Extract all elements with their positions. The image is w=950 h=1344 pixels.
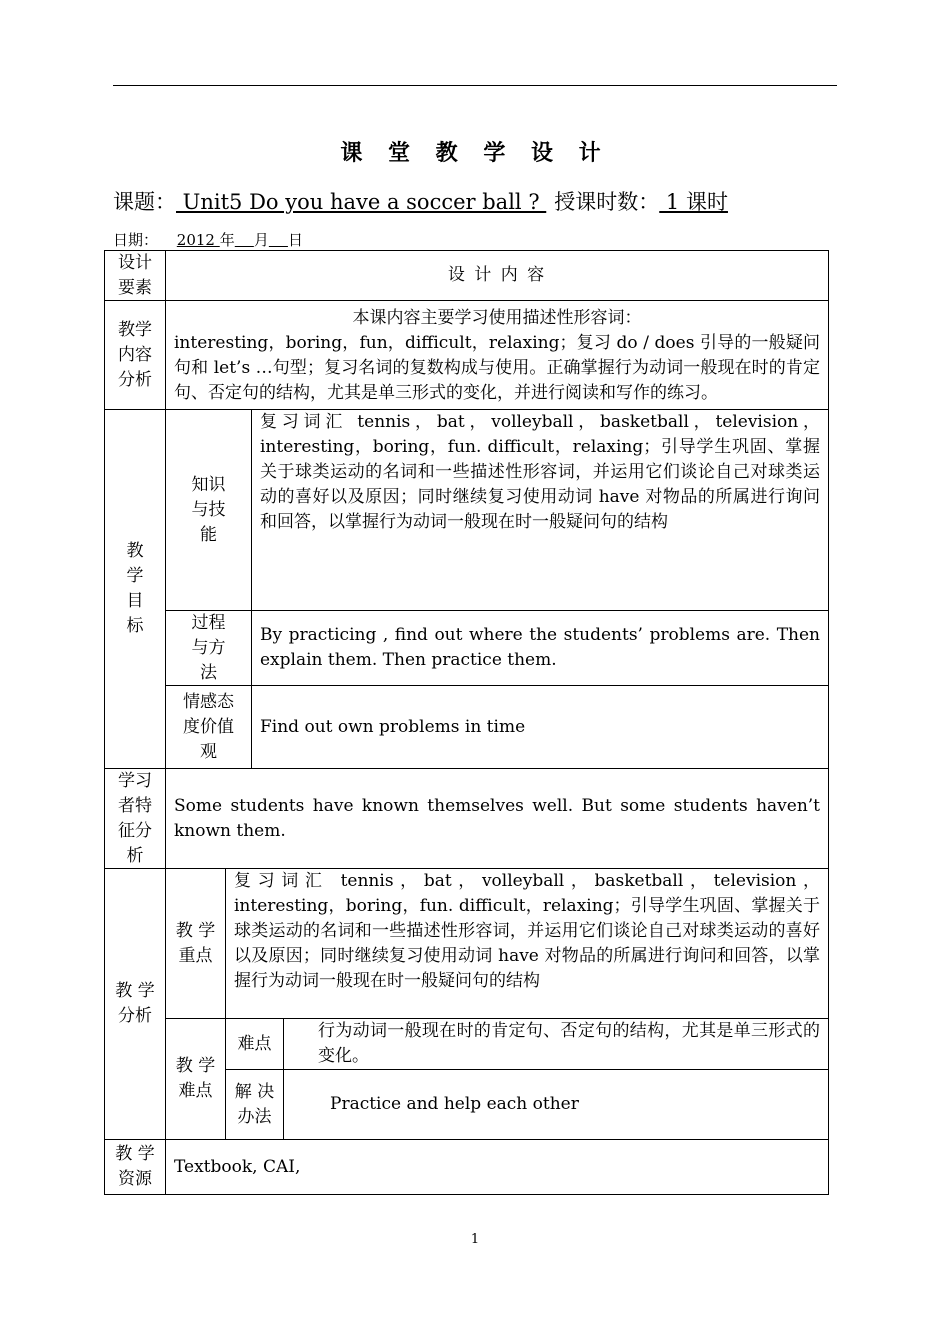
learner-text-cell <box>166 769 828 868</box>
hours-value: 1 课时 <box>659 190 728 214</box>
resources-label-cell <box>105 1140 165 1194</box>
table-border-bottom <box>104 1194 829 1195</box>
key-points-label-cell <box>166 869 225 1018</box>
solution-text: Practice and help each other <box>330 1094 579 1114</box>
topic-label: 课题： <box>113 190 176 214</box>
goals-label-cell <box>105 410 165 768</box>
emotion-label: 情感态度价值观 <box>183 691 234 762</box>
solution-label: 解 决办法 <box>234 1081 275 1127</box>
process-label: 过程与方法 <box>191 612 226 683</box>
header-content-cell <box>166 251 828 300</box>
process-label-cell <box>166 611 251 685</box>
emotion-label-cell <box>166 686 251 768</box>
header-label: 设计要素 <box>118 252 152 298</box>
knowledge-text: 复习词汇 tennis，bat，volleyball，basketball，television，interesting，boring，fun. difficult，relaxing；引导学生巩固、掌握关于球类运动的名词和一些描述性形容词，并运用它们谈论自己对球类运动的喜好以及原因；同时继续复习使用动词 have 对物品的所属进行询问和回答，以掌握行为动词一般现在时一般疑问句的结构 <box>260 412 820 532</box>
difficulty-text-cell <box>284 1019 828 1069</box>
date-month-blank <box>235 231 254 249</box>
difficulty-sub-label: 难点 <box>237 1033 272 1054</box>
content-analysis-intro: 本课内容主要学习使用描述性形容词： <box>352 308 642 328</box>
row-divider <box>104 300 829 301</box>
difficulty-label: 教 学难点 <box>175 1056 216 1101</box>
hours-label: 授课时数： <box>554 190 660 214</box>
table-border-right <box>828 250 829 1194</box>
header-content: 设 计 内 容 <box>447 265 547 285</box>
solution-text-cell <box>284 1070 828 1139</box>
content-analysis-cell <box>166 306 828 406</box>
date-month-unit: 月 <box>253 231 269 249</box>
page-number: 1 <box>470 1232 480 1247</box>
analysis-label-cell <box>105 869 165 1139</box>
process-text-cell <box>252 611 828 685</box>
date-day-unit: 日 <box>287 231 303 249</box>
page-title: 课 堂 教 学 设 计 <box>340 140 610 166</box>
learner-label-cell <box>105 769 165 868</box>
date-line <box>113 229 303 250</box>
key-points-text: 复习词汇 tennis，bat，volleyball，basketball，television，interesting，boring，fun. difficult，relaxing；引导学生巩固、掌握关于球类运动的名词和一些描述性形容词，并运用它们谈论自己对球类运动的喜好以及原因；同时继续复习使用动词 have 对物品的所属进行询问和回答，以掌握行为动词一般现在时一般疑问句的结构 <box>234 871 820 991</box>
knowledge-text-cell <box>252 410 828 610</box>
date-year-unit: 年 <box>219 231 235 249</box>
content-analysis-label-cell <box>105 301 165 409</box>
date-day-blank <box>269 231 288 249</box>
content-analysis-text: interesting，boring，fun，difficult，relaxing；复习 do / does 引导的一般疑问句和 let’s …句型；复习名词的复数构成与使用。正确掌握行为动词一般现在时的肯定句、否定句的结构，尤其是单三形式的变化，并进行阅读和写作的练习。 <box>174 333 820 403</box>
resources-text: Textbook, CAI, <box>174 1156 301 1177</box>
goals-label: 教学目标 <box>126 541 144 636</box>
learner-label: 学习者特征分析 <box>118 770 152 866</box>
date-year: 2012 <box>176 231 220 249</box>
key-points-label: 教 学重点 <box>175 920 216 966</box>
difficulty-text: 行为动词一般现在时的肯定句、否定句的结构，尤其是单三形式的变化。 <box>318 1021 820 1066</box>
header-label-cell <box>105 251 165 300</box>
emotion-text: Find out own problems in time <box>260 716 526 737</box>
knowledge-label-cell <box>166 410 251 610</box>
knowledge-label: 知识与技能 <box>191 474 226 545</box>
key-points-text-cell <box>226 869 828 1018</box>
emotion-text-cell <box>252 686 828 768</box>
process-text: By practicing , find out where the students’ problems are. Then explain them. Then practice them. <box>260 625 820 670</box>
date-label: 日期： <box>113 231 159 249</box>
content-analysis-label: 教学内容分析 <box>118 319 152 390</box>
top-rule <box>113 85 837 86</box>
topic-line <box>113 186 728 216</box>
difficulty-label-cell <box>166 1019 225 1139</box>
topic-value: Unit5 Do you have a soccer ball ? <box>176 190 547 214</box>
resources-text-cell <box>166 1140 828 1194</box>
analysis-label: 教 学分析 <box>115 981 155 1026</box>
solution-label-cell <box>226 1070 283 1139</box>
difficulty-sub-label-cell <box>226 1019 283 1069</box>
learner-text: Some students have known themselves well. But some students haven’t known them. <box>174 795 820 841</box>
resources-label: 教 学资源 <box>115 1144 155 1189</box>
